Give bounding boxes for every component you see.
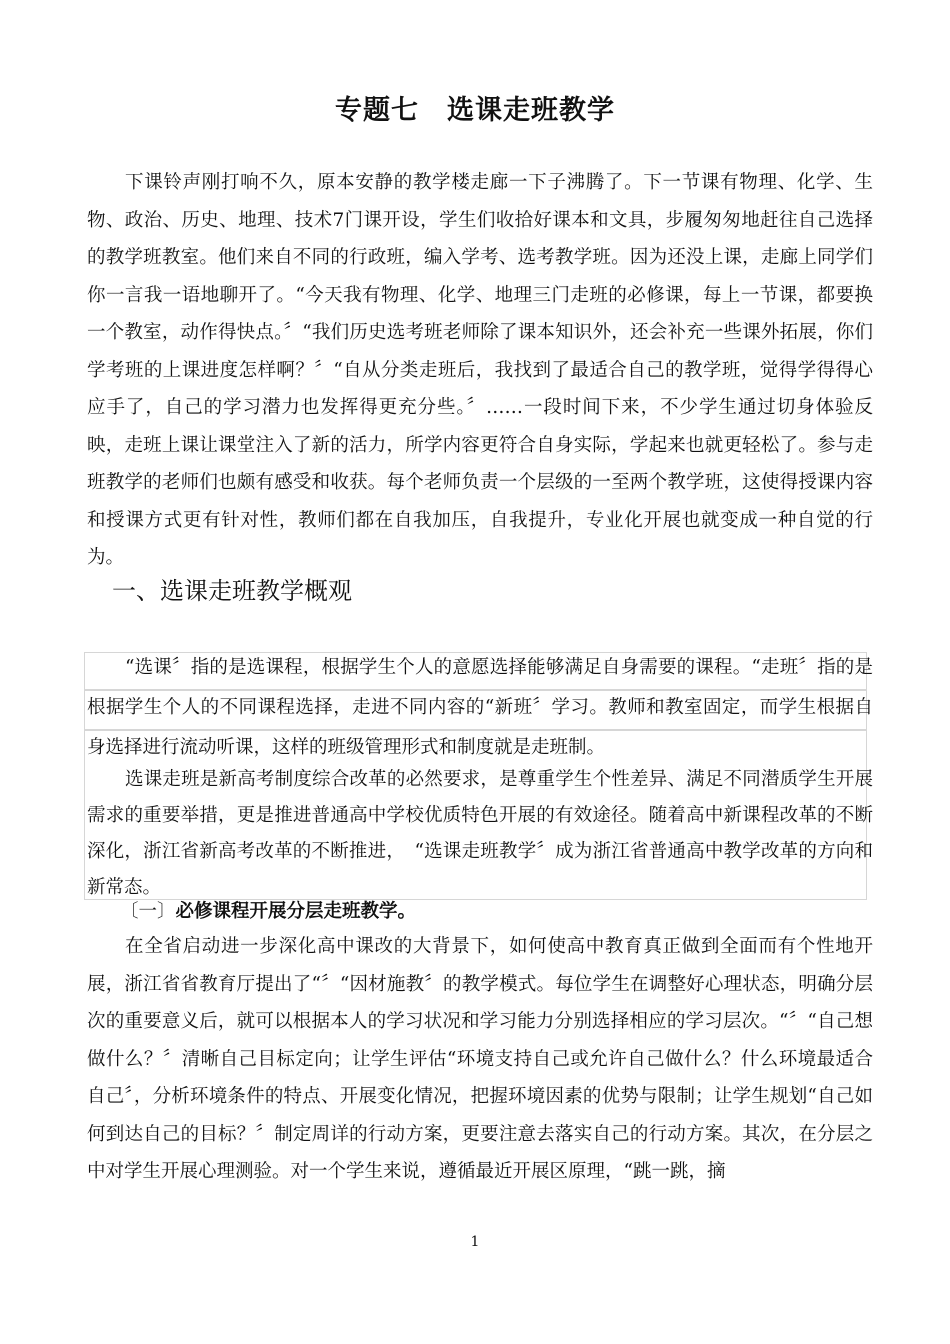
reform-paragraph: 选课走班是新高考制度综合改革的必然要求，是尊重学生个性差异、满足不同潜质学生开展需求的重要举措，更是推进普通高中学校优质特色开展的有效途径。随着高中新课程改革的不断深化，浙江省新高考改革的不断推进， “选课走班教学〞成为浙江省普通高中教学改革的方向和新常态。: [87, 769, 873, 898]
subsection-marker: 〔一〕: [120, 901, 176, 922]
definition-paragraph: “选课〞指的是选课程，根据学生个人的意愿选择能够满足自身需要的课程。“走班〞指的是根据学生个人的不同课程选择，走进不同内容的“新班〞学习。教师和教室固定，而学生根据自身选择进行流动听课，这样的班级管理形式和制度就是走班制。: [87, 657, 873, 758]
subsection-title: 必修课程开展分层走班教学。: [175, 901, 417, 922]
page-number: 1: [470, 1234, 480, 1250]
page-title: 专题七 选课走班教学: [335, 95, 615, 126]
section-heading: 一、选课走班教学概观: [112, 577, 352, 605]
intro-paragraph: 下课铃声刚打响不久，原本安静的教学楼走廊一下子沸腾了。下一节课有物理、化学、生物、政治、历史、地理、技术7门课开设，学生们收拾好课本和文具，步履匆匆地赶往自己选择的教学班教室。他们来自不同的行政班，编入学考、选考教学班。因为还没上课，走廊上同学们你一言我一语地聊开了。“今天我有物理、化学、地理三门走班的必修课，每上一节课，都要换一个教室，动作得快点。〞“我们历史选考班老师除了课本知识外，还会补充一些课外拓展，你们学考班的上课进度怎样啊？〞“自从分类走班后，我找到了最适合自己的教学班，觉得学得得心应手了，自己的学习潜力也发挥得更充分些。〞……一段时间下来，不少学生通过切身体验反映，走班上课让课堂注入了新的活力，所学内容更符合自身实际，学起来也就更轻松了。参与走班教学的老师们也颇有感受和收获。每个老师负责一个层级的一至两个教学班，这使得授课内容和授课方式更有针对性，教师们都在自我加压，自我提升，专业化开展也就变成一种自觉的行为。: [87, 172, 873, 568]
subsection-paragraph: 在全省启动进一步深化高中课改的大背景下，如何使高中教育真正做到全面而有个性地开展，浙江省省教育厅提出了“〞“因材施教〞的教学模式。每位学生在调整好心理状态，明确分层次的重要意义后，就可以根据本人的学习状况和学习能力分别选择相应的学习层次。“〞“自己想做什么？〞清晰自己目标定向；让学生评估“环境支持自己或允许自己做什么？什么环境最适合自己〞，分析环境条件的特点、开展变化情况，把握环境因素的优势与限制；让学生规划“自己如何到达自己的目标？〞制定周详的行动方案，更要注意去落实自己的行动方案。其次，在分层之中对学生开展心理测验。对一个学生来说，遵循最近开展区原理，“跳一跳，摘: [87, 936, 873, 1182]
subsection-heading: [120, 897, 416, 927]
